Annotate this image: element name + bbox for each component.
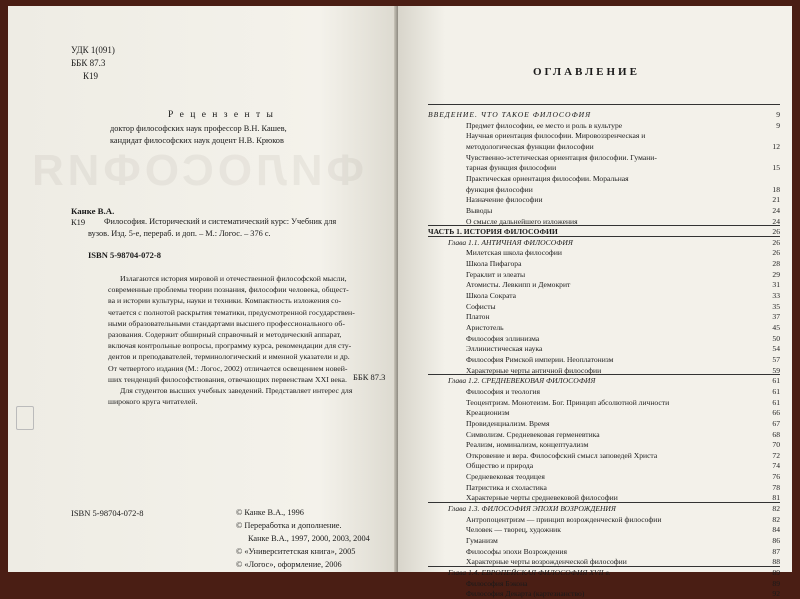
- toc-entry[interactable]: [428, 184, 780, 195]
- toc-entry[interactable]: [428, 439, 780, 450]
- toc-entry-title: Назначение философии: [466, 195, 543, 205]
- abstract-line: ших тенденций философствования, отвечающих первенствам XXI века.: [108, 374, 347, 384]
- toc-entry-page: 61: [772, 386, 780, 396]
- toc-entry-title: Глава 1.3. ФИЛОСОФИЯ ЭПОХИ ВОЗРОЖДЕНИЯ: [448, 504, 616, 514]
- toc-entry-title: Антропоцентризм — принцип возрожденческой философии: [466, 514, 662, 524]
- abstract-line: дентов и преподавателей, терминологический и именной указатели и др.: [108, 352, 350, 362]
- toc-entry-title: Платон: [466, 312, 490, 322]
- toc-entry-page: 24: [772, 205, 780, 215]
- toc-entry-title: Человек — творец, художник: [466, 525, 561, 535]
- toc-entry[interactable]: [428, 397, 780, 408]
- toc-entry-title: Практическая ориентация философии. Моральная: [466, 173, 629, 183]
- reviewers-title: Р е ц е н з е н т ы: [168, 110, 275, 120]
- toc-entry-page: 61: [772, 397, 780, 407]
- toc-entry[interactable]: [428, 503, 780, 514]
- toc-entry-page: 37: [772, 312, 780, 322]
- abstract-line: Для студентов высших учебных заведений. Представляет интерес для: [120, 386, 353, 395]
- bbk-code: ББК 87.3: [71, 58, 106, 68]
- toc-entry-page: 89: [772, 578, 780, 588]
- toc-entry-title: Характерные черты возрожденческой философии: [466, 557, 627, 567]
- toc-rule: [428, 104, 780, 105]
- toc-entry-title: Гуманизм: [466, 536, 498, 545]
- toc-entry-page: 21: [772, 195, 780, 205]
- copyright-line: © Переработка и дополнение.: [236, 521, 342, 530]
- toc-entry[interactable]: [428, 567, 780, 578]
- toc-entry[interactable]: [428, 301, 780, 312]
- toc-entry[interactable]: [428, 418, 780, 429]
- toc-entry-title: Глава 1.4. ЕВРОПЕЙСКАЯ ФИЛОСОФИЯ XVII в.: [448, 567, 611, 577]
- toc-entry-page: 72: [772, 450, 780, 460]
- abstract-line: включая контрольные вопросы, программу курса, рекомендации для сту-: [108, 341, 352, 351]
- toc-entry-page: 82: [772, 514, 780, 524]
- toc-entry-title: Общество и природа: [466, 461, 534, 471]
- toc-rule: [428, 374, 780, 375]
- toc-entry-title: Реализм, номинализм, концептуализм: [466, 440, 589, 450]
- abstract-line: ва и истории культуры, науки и техники. Компактность изложения со-: [108, 296, 342, 306]
- toc-entry[interactable]: [428, 141, 780, 152]
- toc-entry[interactable]: [428, 205, 780, 216]
- bbk-footer: ББК 87.3: [353, 372, 386, 382]
- toc-entry-page: 33: [772, 291, 780, 301]
- toc-entry-title: Эллинистическая наука: [466, 344, 543, 354]
- toc-entry-title: Откровение и вера. Философский смысл заповедей Христа: [466, 450, 658, 460]
- udk-code: УДК 1(091): [71, 45, 115, 55]
- toc-entry-page: 84: [772, 525, 780, 535]
- toc-entry-page: 76: [772, 472, 780, 482]
- toc-entry[interactable]: [428, 471, 780, 482]
- toc-entry-page: 18: [772, 184, 780, 194]
- abstract-line: широкого круга читателей.: [108, 397, 198, 407]
- bib-line: вузов. Изд. 5-е, перераб. и доп. – М.: Логос. – 376 с.: [88, 229, 271, 238]
- toc-entry-page: 68: [772, 429, 780, 439]
- toc-entry-page: 31: [772, 280, 780, 290]
- toc-entry-title: ЧАСТЬ 1. ИСТОРИЯ ФИЛОСОФИИ: [428, 227, 558, 237]
- abstract-line: современные проблемы теории познания, философии человека, общест-: [108, 285, 349, 295]
- toc-entry[interactable]: [428, 109, 780, 120]
- toc-entry-page: 29: [772, 269, 780, 279]
- copyright-line: © «Университетская книга», 2005: [236, 547, 356, 556]
- bib-line: Философия. Исторический и систематический курс: Учебник для: [104, 217, 337, 226]
- abstract-line: четается с полнотой раскрытия тематики, предусмотренной государствен-: [108, 307, 355, 317]
- toc-entry-title: Характерные черты средневековой философии: [466, 493, 618, 503]
- toc-entry-title: Школа Сократа: [466, 291, 517, 301]
- isbn: ISBN 5-98704-072-8: [88, 250, 161, 260]
- toc-entry-title: Креационизм: [466, 408, 510, 418]
- toc-entry-title: Философия эллинизма: [466, 333, 540, 343]
- toc-entry-title: методологическая функции философии: [466, 141, 594, 151]
- toc-entry-title: Глава 1.2. СРЕДНЕВЕКОВАЯ ФИЛОСОФИЯ: [448, 376, 596, 386]
- page-edge-mark: [16, 406, 34, 430]
- copyright-page: [8, 6, 398, 572]
- toc-entry[interactable]: [428, 162, 780, 173]
- abstract-line: Излагаются история мировой и отечественной философской мысли,: [120, 274, 347, 283]
- toc-entry[interactable]: [428, 173, 780, 184]
- classification-block: [71, 44, 115, 83]
- toc-entry[interactable]: [428, 237, 780, 248]
- toc-entry-title: Теоцентризм. Монотеизм. Бог. Принцип абсолютной личности: [466, 397, 670, 407]
- copyright-line: Канке В.А., 1997, 2000, 2003, 2004: [248, 534, 370, 543]
- toc-entry[interactable]: [428, 290, 780, 301]
- toc-entry-page: 45: [772, 323, 780, 332]
- toc-entry-title: Средневековая теодицея: [466, 472, 545, 482]
- toc-entry-page: 82: [772, 504, 780, 514]
- toc-entry-page: 54: [772, 344, 780, 354]
- toc-entry-title: Глава 1.1. АНТИЧНАЯ ФИЛОСОФИЯ: [448, 237, 573, 247]
- toc-entry-page: 61: [772, 376, 780, 386]
- toc-entry-page: 50: [772, 333, 780, 343]
- toc-entry-title: Милетская школа философии: [466, 248, 562, 258]
- toc-entry-page: 88: [772, 557, 780, 567]
- toc-entry-title: ВВЕДЕНИЕ. ЧТО ТАКОЕ ФИЛОСОФИЯ: [428, 110, 592, 119]
- toc-entry-page: 9: [776, 110, 780, 119]
- toc-entry-title: Символизм. Средневековая герменевтика: [466, 429, 600, 439]
- toc-entry-page: 28: [772, 259, 780, 269]
- toc-entry-page: 92: [772, 589, 780, 599]
- toc-entry-title: Философия Декарта (картезианство): [466, 589, 585, 599]
- toc-entry[interactable]: [428, 386, 780, 397]
- toc-entry[interactable]: [428, 407, 780, 418]
- toc-entry-title: тарная функция философии: [466, 163, 557, 173]
- toc-entry-title: Философия Римской империи. Неоплатонизм: [466, 354, 614, 364]
- toc-entry-page: 66: [772, 408, 780, 418]
- toc-rule: [428, 236, 780, 237]
- toc-entry-page: 26: [772, 248, 780, 258]
- toc-entry-page: 35: [772, 301, 780, 311]
- reviewer-line: кандидат философских наук доцент Н.В. Крюков: [110, 136, 284, 145]
- catalog-code: К19: [71, 217, 86, 227]
- toc-entry-page: 67: [772, 418, 780, 428]
- toc-entry[interactable]: [428, 311, 780, 322]
- toc-entry[interactable]: [428, 460, 780, 471]
- abstract-line: ными образовательными стандартами высшего профессионального об-: [108, 318, 345, 328]
- toc-rule: [428, 566, 780, 567]
- toc-entry[interactable]: [428, 333, 780, 344]
- toc-entry-page: 89: [772, 567, 780, 577]
- toc-entry[interactable]: [428, 247, 780, 258]
- toc-entry[interactable]: [428, 450, 780, 461]
- toc-entry-title: функция философии: [466, 184, 533, 194]
- toc-title: ОГЛАВЛЕНИЕ: [533, 66, 640, 78]
- toc-entry-title: Атомисты. Левкипп и Демокрит: [466, 280, 571, 290]
- toc-entry[interactable]: [428, 258, 780, 269]
- toc-entry[interactable]: [428, 514, 780, 525]
- toc-entry-page: 70: [772, 440, 780, 450]
- toc-entry[interactable]: [428, 152, 780, 163]
- toc-entry-page: 59: [772, 365, 780, 375]
- abstract-line: разования. Содержит обширный справочный и методический аппарат,: [108, 330, 342, 339]
- toc-entry[interactable]: [428, 375, 780, 386]
- author-name: Канке В.А.: [71, 206, 115, 216]
- toc-entry-page: 26: [772, 237, 780, 247]
- toc-entry-title: Аристотель: [466, 323, 504, 332]
- toc-rule: [428, 502, 780, 503]
- toc-entry-title: Философия Бэкона: [466, 578, 528, 588]
- toc-entry-title: Школа Пифагора: [466, 259, 522, 269]
- reviewer-line: доктор философских наук профессор В.Н. Кашев,: [110, 124, 287, 133]
- toc-entry-title: Софисты: [466, 301, 496, 311]
- toc-entry[interactable]: [428, 343, 780, 354]
- toc-rule: [428, 225, 780, 226]
- toc-entry[interactable]: [428, 535, 780, 546]
- toc-entry[interactable]: [428, 588, 780, 599]
- toc-entry-title: Чувственно-эстетическая ориентация философии. Гумани-: [466, 152, 657, 162]
- toc-entry[interactable]: [428, 354, 780, 365]
- isbn-footer: ISBN 5-98704-072-8: [71, 508, 144, 518]
- toc-entry-title: Провиденциализм. Время: [466, 418, 550, 428]
- toc-entry-page: 12: [772, 141, 780, 151]
- toc-entry[interactable]: [428, 482, 780, 493]
- toc-entry[interactable]: [428, 269, 780, 280]
- toc-entry[interactable]: [428, 322, 780, 333]
- abstract-line: От четвертого издания (М.: Логос, 2002) отличается освещением новей-: [108, 363, 348, 373]
- toc-entry-title: Научная ориентация философии. Мировоззренческая и: [466, 131, 646, 141]
- toc-entry[interactable]: [428, 546, 780, 557]
- toc-entry[interactable]: [428, 120, 780, 131]
- toc-entry-page: 86: [772, 536, 780, 545]
- toc-entry-title: Характерные черты античной философии: [466, 365, 602, 375]
- copyright-line: © Канке В.А., 1996: [236, 508, 304, 517]
- toc-entry[interactable]: [428, 194, 780, 205]
- toc-entry-title: Предмет философии, ее место и роль в культуре: [466, 120, 623, 130]
- toc-entry-page: 74: [772, 461, 780, 471]
- toc-entry-page: 15: [772, 163, 780, 173]
- toc-entry-title: Гераклит и элеаты: [466, 269, 526, 279]
- toc-entry-page: 26: [772, 227, 780, 237]
- toc-entry[interactable]: [428, 578, 780, 589]
- toc-entry-title: О смысле дальнейшего изложения: [466, 216, 578, 226]
- toc-entry-page: 87: [772, 546, 780, 556]
- toc-entry[interactable]: [428, 130, 780, 141]
- book-spread: [8, 6, 792, 599]
- toc-entry-title: Философы эпохи Возрождения: [466, 546, 567, 556]
- toc-entry-page: 78: [772, 482, 780, 492]
- toc-entry-title: Выводы: [466, 205, 493, 215]
- toc-entry[interactable]: [428, 279, 780, 290]
- toc-entry-title: Патристика и схоластика: [466, 482, 547, 492]
- toc-entry-page: 81: [772, 493, 780, 503]
- toc-entry[interactable]: [428, 429, 780, 440]
- author-sign: К19: [83, 71, 99, 81]
- toc-entry-title: Философия и теология: [466, 386, 540, 396]
- bleed-through-text: ФИЛОСОФИЯ: [28, 146, 364, 195]
- toc-entry[interactable]: [428, 524, 780, 535]
- toc-entry-page: 9: [776, 120, 780, 130]
- copyright-line: © «Логос», оформление, 2006: [236, 560, 342, 569]
- toc-entry-page: 24: [772, 216, 780, 226]
- toc-entry-page: 57: [772, 354, 780, 364]
